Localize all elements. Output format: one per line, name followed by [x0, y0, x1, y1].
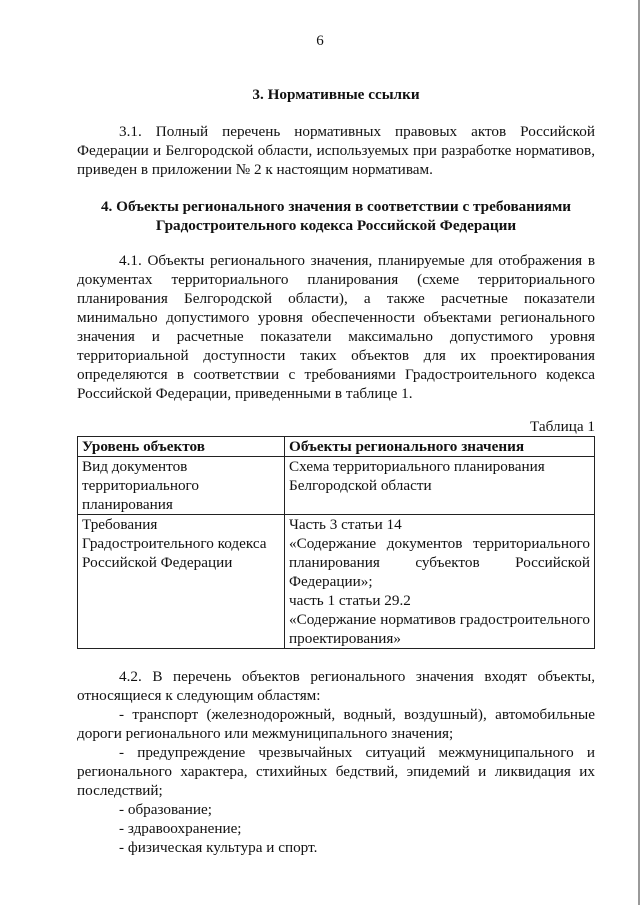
table-cell-scheme: Схема территориального планирования Белгородской области	[285, 457, 595, 515]
section-4-heading: 4. Объекты регионального значения в соответствии с требованиями Градостроительного кодекса Российской Федерации	[100, 198, 572, 234]
table-caption: Таблица 1	[530, 418, 595, 435]
legal-ref-line: «Содержание нормативов градостроительного проектирования»	[289, 611, 590, 647]
table-cell-requirements: Требования Градостроительного кодекса Российской Федерации	[78, 515, 285, 649]
list-item: - физическая культура и спорт.	[119, 839, 318, 856]
table-cell-doc-type: Вид документов территориального планирования	[78, 457, 285, 515]
list-item: - транспорт (железнодорожный, водный, воздушный), автомобильные дороги регионального или межмуниципального значения;	[77, 706, 595, 742]
section-3-heading: 3. Нормативные ссылки	[252, 86, 420, 103]
page-number: 6	[316, 33, 324, 49]
list-item: - предупреждение чрезвычайных ситуаций межмуниципального и регионального характера, стихийных бедствий, эпидемий и ликвидация их последствий;	[77, 744, 595, 799]
section-3-paragraph: 3.1. Полный перечень нормативных правовых актов Российской Федерации и Белгородской области, используемых при разработке нормативов, приведен в приложении № 2 к настоящим нормативам.	[77, 123, 595, 178]
document-body	[77, 85, 595, 857]
legal-ref-line: Часть 3 статьи 14	[289, 516, 402, 533]
table-row	[78, 457, 595, 515]
list-item: - здравоохранение;	[119, 820, 242, 837]
section-4-paragraph-2: 4.2. В перечень объектов регионального значения входят объекты, относящиеся к следующим областям:	[77, 668, 595, 704]
list-item: - образование;	[119, 801, 212, 818]
regional-objects-table	[77, 436, 595, 649]
table-header-row	[78, 437, 595, 457]
section-4-paragraph-1: 4.1. Объекты регионального значения, планируемые для отображения в документах территориального планирования (схеме территориального планирования Белгородской области), а также расчетные показатели минимально допустимого уровня обеспеченности объектами регионального значения и расчетные показатели максимально допустимого уровня территориальной доступности таких объектов для их проектирования определяются в соответствии с требованиями Градостроительного кодекса Российской Федерации, приведенными в таблице 1.	[77, 252, 595, 402]
legal-ref-line: «Содержание документов территориального планирования субъектов Российской Федерации»;	[289, 535, 590, 590]
table-header-objects: Объекты регионального значения	[285, 437, 595, 457]
legal-ref-line: часть 1 статьи 29.2	[289, 592, 411, 609]
table-row	[78, 515, 595, 649]
table-header-level: Уровень объектов	[78, 437, 285, 457]
table-cell-legal-references	[285, 515, 595, 649]
